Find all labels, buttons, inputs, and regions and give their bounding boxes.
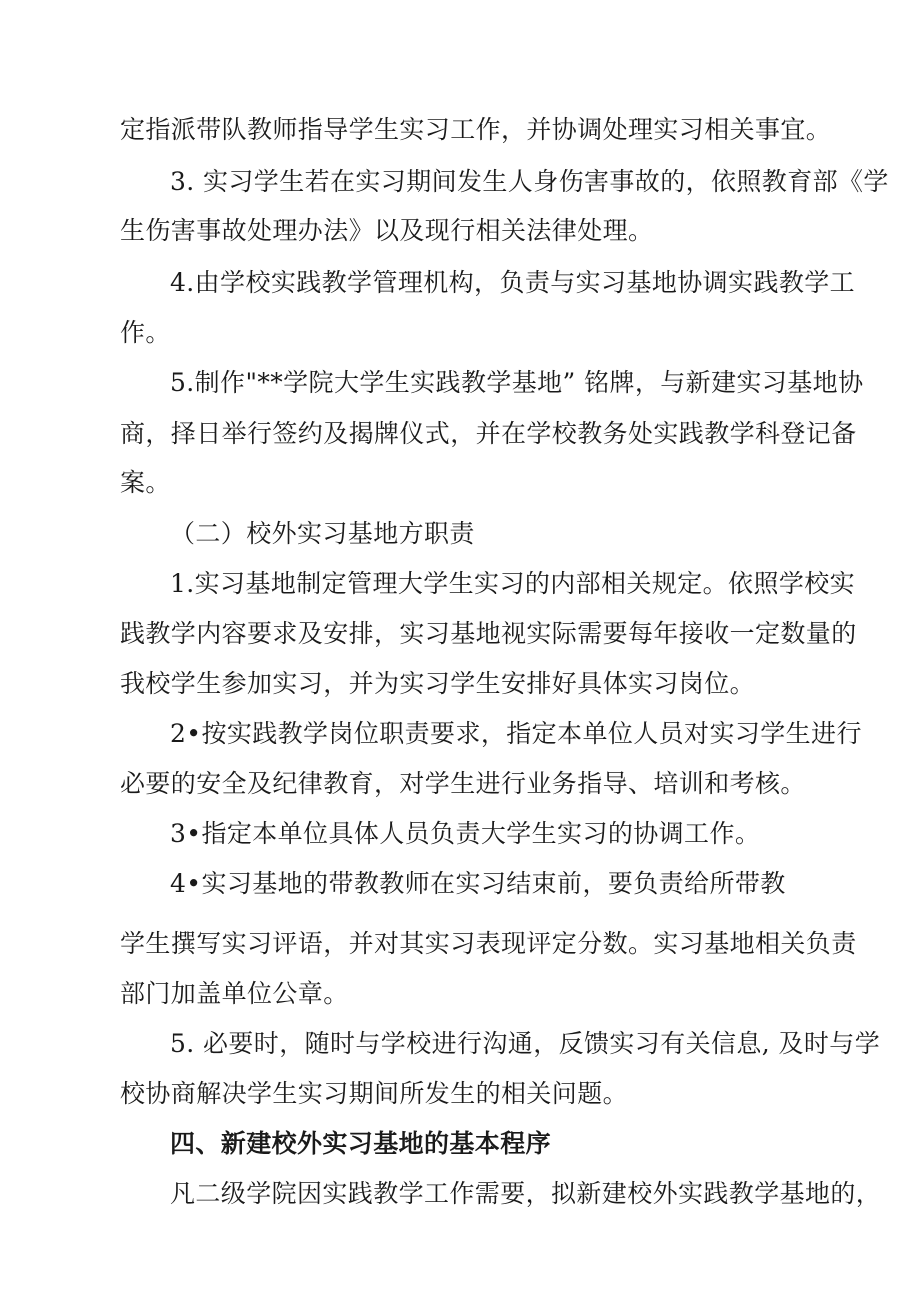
- paragraph-line: 部门加盖单位公章。: [120, 979, 349, 1008]
- section-heading: 四、新建校外实习基地的基本程序: [170, 1129, 552, 1158]
- paragraph-line: 生伤害事故处理办法》以及现行相关法律处理。: [120, 216, 654, 245]
- paragraph-line: 践教学内容要求及安排，实习基地视实际需要每年接收一定数量的: [120, 619, 857, 648]
- paragraph-line: 案。: [120, 468, 171, 497]
- paragraph-line: 必要的安全及纪律教育，对学生进行业务指导、培训和考核。: [120, 769, 806, 798]
- paragraph-line: 作。: [120, 318, 171, 347]
- paragraph-line: 2•按实践教学岗位职责要求，指定本单位人员对实习学生进行: [170, 719, 862, 748]
- paragraph-line: 校协商解决学生实习期间所发生的相关问题。: [120, 1079, 629, 1108]
- paragraph-line: 3. 实习学生若在实习期间发生人身伤害事故的，依照教育部《学: [170, 167, 889, 196]
- paragraph-line: 3•指定本单位具体人员负责大学生实习的协调工作。: [170, 819, 761, 848]
- section-heading: （二）校外实习基地方职责: [170, 519, 475, 548]
- paragraph-line: 5.制作"**学院大学生实践教学基地” 铭牌，与新建实习基地协: [170, 368, 864, 397]
- paragraph-line: 商，择日举行签约及揭牌仪式，并在学校教务处实践教学科登记备: [120, 419, 857, 448]
- paragraph-line: 学生撰写实习评语，并对其实习表现评定分数。实习基地相关负责: [120, 929, 857, 958]
- paragraph-line: 凡二级学院因实践教学工作需要，拟新建校外实践教学基地的，: [170, 1179, 882, 1208]
- paragraph-line: 4.由学校实践教学管理机构，负责与实习基地协调实践教学工: [170, 268, 856, 297]
- paragraph-line: 我校学生参加实习，并为实习学生安排好具体实习岗位。: [120, 669, 756, 698]
- paragraph-line: 定指派带队教师指导学生实习工作，并协调处理实习相关事宜。: [120, 115, 832, 144]
- paragraph-line: 5. 必要时，随时与学校进行沟通，反馈实习有关信息, 及时与学: [170, 1029, 881, 1058]
- paragraph-line: 4•实习基地的带教教师在实习结束前，要负责给所带教: [170, 869, 786, 898]
- paragraph-line: 1.实习基地制定管理大学生实习的内部相关规定。依照学校实: [170, 569, 856, 598]
